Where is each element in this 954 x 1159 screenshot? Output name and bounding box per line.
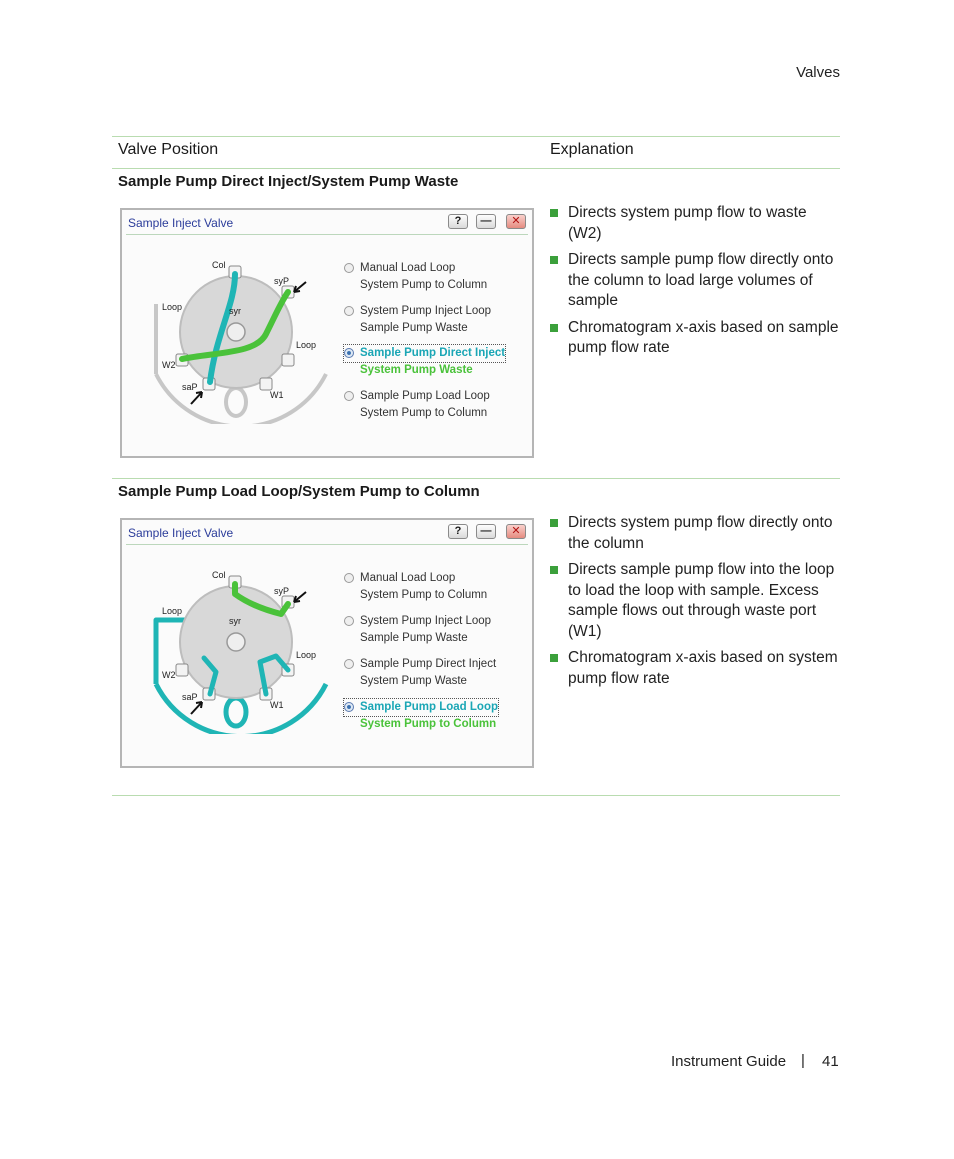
bullet-square-icon [550, 654, 558, 662]
bullet-square-icon [550, 519, 558, 527]
footer-separator: | [801, 1052, 805, 1069]
label-w1: W1 [270, 390, 284, 400]
close-button[interactable]: ✕ [506, 214, 526, 229]
valve-window [120, 518, 534, 768]
label-loop-left: Loop [162, 302, 183, 312]
bullet-square-icon [550, 566, 558, 574]
label-loop-left: Loop [162, 606, 183, 616]
label-syr: syr [229, 616, 241, 626]
option-manual-load-loop[interactable]: Manual Load Loop System Pump to Column [344, 260, 487, 294]
option-manual-load-loop[interactable]: Manual Load Loop System Pump to Column [344, 570, 487, 604]
radio-button-selected[interactable] [344, 702, 354, 712]
help-button[interactable]: ? [448, 214, 468, 229]
bullet-square-icon [550, 209, 558, 217]
row-title: Sample Pump Direct Inject/System Pump Waste [118, 173, 459, 190]
column-header-valve-position: Valve Position [118, 141, 219, 158]
list-item: Directs system pump flow to waste (W2) [550, 203, 840, 244]
list-item: Chromatogram x-axis based on system pump flow rate [550, 648, 840, 689]
option-sample-pump-direct-inject[interactable]: Sample Pump Direct Inject System Pump Waste [344, 345, 505, 379]
minimize-button[interactable]: — [476, 524, 496, 539]
column-header-explanation: Explanation [550, 141, 634, 158]
footer-guide-title: Instrument Guide [671, 1053, 787, 1070]
label-sap: saP [182, 692, 198, 702]
table-bottom-rule [112, 795, 840, 796]
explanation-list [550, 513, 840, 695]
list-item: Chromatogram x-axis based on sample pump flow rate [550, 318, 840, 359]
radio-button[interactable] [344, 263, 354, 273]
label-syp: syP [274, 276, 290, 286]
minimize-button[interactable]: — [476, 214, 496, 229]
radio-button[interactable] [344, 391, 354, 401]
label-syr: syr [229, 306, 241, 316]
section-header: Valves [796, 64, 840, 81]
label-col: Col [212, 260, 226, 270]
valve-diagram [136, 554, 346, 734]
valve-diagram [136, 244, 346, 424]
close-button[interactable]: ✕ [506, 524, 526, 539]
label-loop-right: Loop [296, 340, 317, 350]
radio-button[interactable] [344, 659, 354, 669]
window-title: Sample Inject Valve [128, 526, 234, 540]
radio-button[interactable] [344, 616, 354, 626]
option-system-pump-inject-loop[interactable]: System Pump Inject Loop Sample Pump Waste [344, 613, 491, 647]
explanation-list [550, 203, 840, 365]
option-sample-pump-load-loop[interactable]: Sample Pump Load Loop System Pump to Column [344, 388, 490, 422]
label-w1: W1 [270, 700, 284, 710]
list-item: Directs sample pump flow directly onto the column to load large volumes of sample [550, 250, 840, 312]
radio-button[interactable] [344, 573, 354, 583]
bullet-square-icon [550, 256, 558, 264]
radio-button[interactable] [344, 306, 354, 316]
bullet-square-icon [550, 324, 558, 332]
option-sample-pump-direct-inject[interactable]: Sample Pump Direct Inject System Pump Waste [344, 656, 496, 690]
label-col: Col [212, 570, 226, 580]
page-number: 41 [822, 1053, 839, 1070]
window-title: Sample Inject Valve [128, 216, 234, 230]
radio-button-selected[interactable] [344, 348, 354, 358]
option-system-pump-inject-loop[interactable]: System Pump Inject Loop Sample Pump Waste [344, 303, 491, 337]
label-w2: W2 [162, 360, 176, 370]
help-button[interactable]: ? [448, 524, 468, 539]
label-w2: W2 [162, 670, 176, 680]
option-sample-pump-load-loop[interactable]: Sample Pump Load Loop System Pump to Column [344, 699, 498, 733]
row-title: Sample Pump Load Loop/System Pump to Column [118, 483, 480, 500]
table-top-rule [112, 136, 840, 137]
row-divider [112, 478, 840, 479]
list-item: Directs system pump flow directly onto the column [550, 513, 840, 554]
label-sap: saP [182, 382, 198, 392]
list-item: Directs sample pump flow into the loop to load the loop with sample. Excess sample flows out through waste port (W1) [550, 560, 840, 642]
valve-window [120, 208, 534, 458]
label-syp: syP [274, 586, 290, 596]
header-rule [112, 168, 840, 169]
label-loop-right: Loop [296, 650, 317, 660]
